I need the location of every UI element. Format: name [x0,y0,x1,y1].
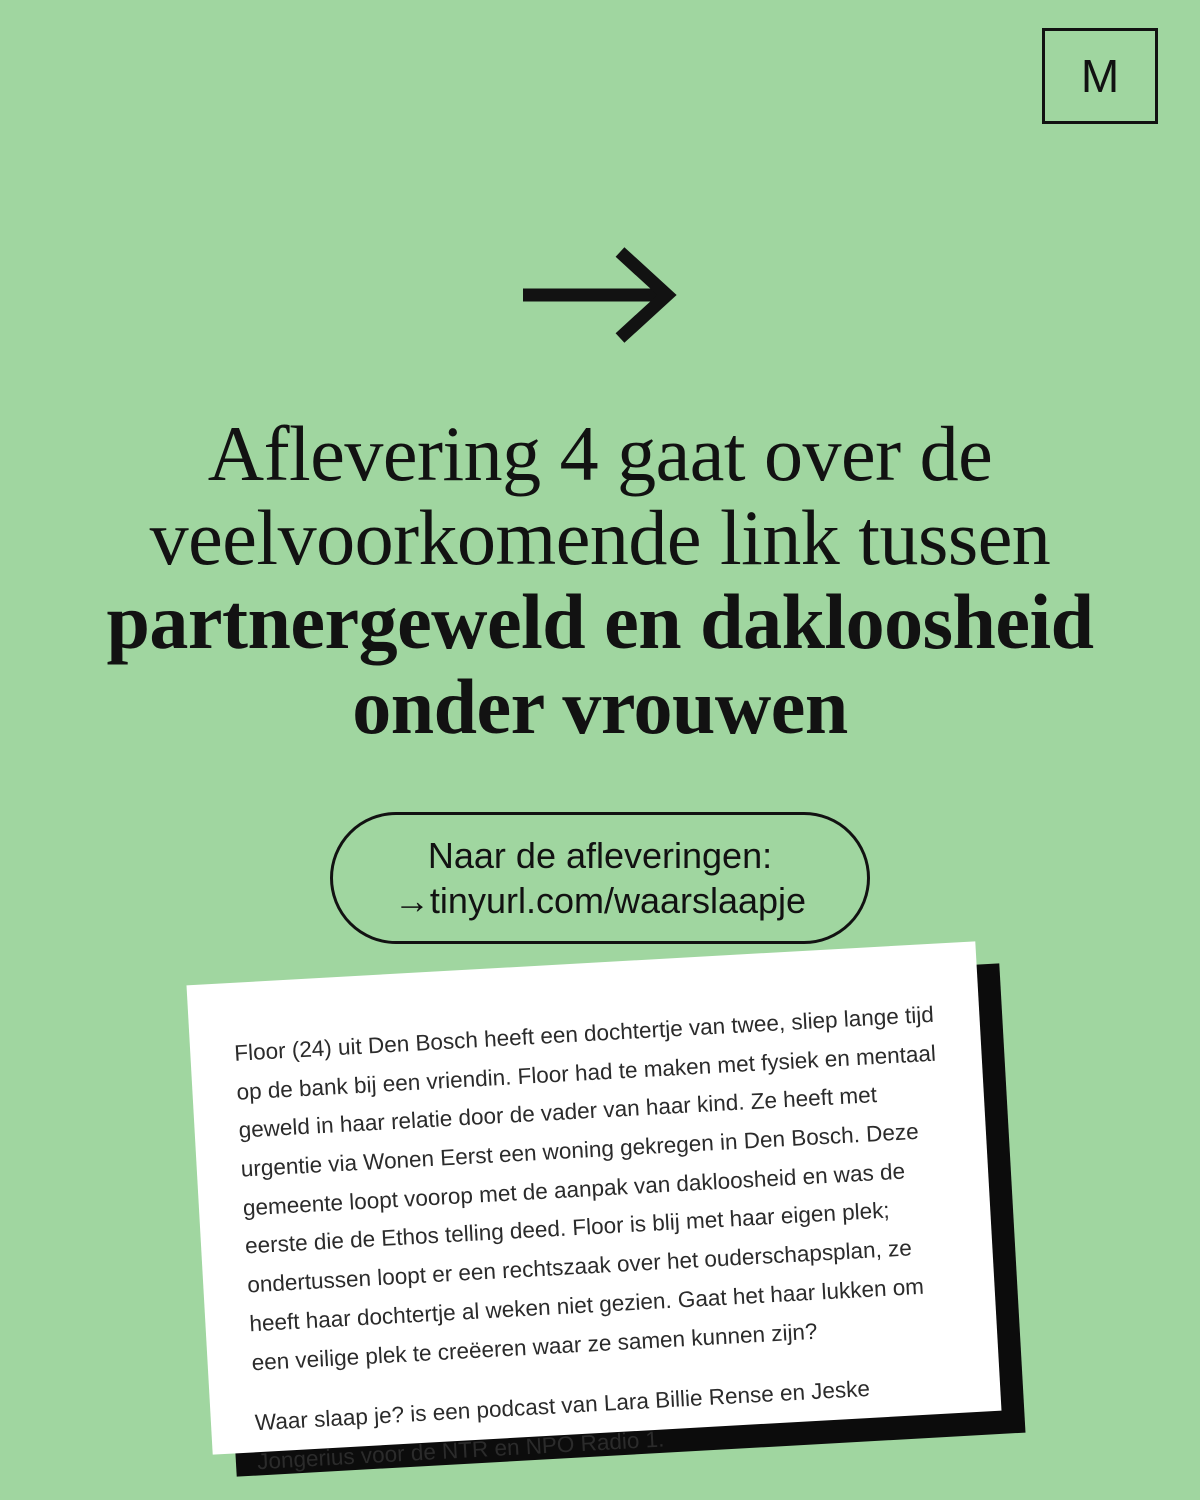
headline-bold: partnergeweld en dakloosheid onder vrouwen [106,578,1094,750]
logo-badge [1042,28,1158,124]
card-paragraph-2: Waar slaap je? is een podcast van Lara Billie Rense en Jeske Jongerius voor de NTR en NPO Radio 1. [254,1376,871,1475]
cta-link-button[interactable] [330,812,870,944]
headline-regular: Aflevering 4 gaat over de veelvoorkomende link tussen [149,410,1051,582]
cta-url[interactable]: →tinyurl.com/waarslaapje [393,880,807,921]
cta-label: Naar de afleveringen: [427,835,773,876]
arrow-right-icon [0,240,1200,350]
description-card [185,955,1005,1475]
card-content [186,941,1001,1475]
page-title [90,412,1110,749]
card-paragraph-1: Floor (24) uit Den Bosch heeft een dochtertje van twee, sliep lange tijd op de bank bij een vriendin. Floor had te maken met fysiek en mentaal geweld in haar relatie door de vader van haar kind. Ze heeft met urgentie via Wonen Eerst een woning gekregen in Den Bosch. Deze gemeente loopt voorop met de aanpak van dakloosheid en was de eerste die de Ethos telling deed. Floor is blij met haar eigen plek; ondertussen loopt er een rechtszaak over het ouderschapsplan, ze heeft haar dochtertje al weken niet gezien. Gaat het haar lukken om een veilige plek te creëeren waar ze samen kunnen zijn? [233,1001,937,1375]
logo-letter: M [1080,50,1120,102]
